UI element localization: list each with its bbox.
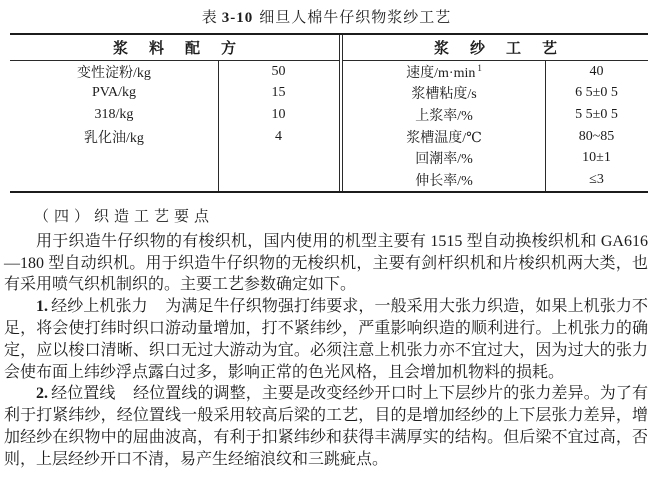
numbered-paragraph-2 <box>4 383 648 470</box>
table-row <box>343 61 648 83</box>
process-body <box>343 61 648 191</box>
numbered-paragraph-1 <box>4 296 648 383</box>
table-row <box>10 83 339 105</box>
process-label: 回潮率/% <box>415 152 473 168</box>
caption-label: 表 <box>201 10 218 26</box>
formula-value: 50 <box>271 63 286 79</box>
formula-header: 浆料配方 <box>10 35 339 61</box>
item-title: 经位置线 <box>51 385 116 403</box>
table-row <box>343 126 648 148</box>
formula-value: 10 <box>271 106 286 122</box>
process-label: 伸长率/% <box>415 173 473 189</box>
table-row <box>10 126 339 148</box>
formula-label: 318/kg <box>94 106 134 122</box>
formula-value: 15 <box>271 85 286 101</box>
process-value: 5 5±0 5 <box>575 106 618 122</box>
section-heading: （四）织造工艺要点 <box>34 209 215 225</box>
item-title: 经纱上机张力 <box>51 298 148 316</box>
formula-label: 变性淀粉/kg <box>77 65 151 81</box>
table-row <box>343 104 648 126</box>
intro-paragraph: 用于织造牛仔织物的有梭织机，国内使用的机型主要有 1515 型自动换梭织机和 GA616—180 型自动织机。用于织造牛仔织物的无梭织机，主要有剑杆织机和片梭织机两大类，也有采用喷气织机制织的。主要工艺参数确定如下。 <box>4 232 648 294</box>
process-label: 浆槽粘度/s <box>411 87 477 103</box>
table-half-formula <box>10 35 340 191</box>
table-caption <box>0 0 653 27</box>
table-row <box>343 169 648 191</box>
formula-body <box>10 61 339 191</box>
process-label: 速度/m·min $^1$ <box>406 63 482 81</box>
body-text <box>4 207 648 471</box>
unit-superscript: 1 <box>477 63 482 74</box>
process-value: 10±1 <box>582 150 611 166</box>
table-row <box>10 104 339 126</box>
item-text: 为满足牛仔织物强打纬要求，一般采用大张力织造，如果上机张力不足，将会使打纬时织口游动量增加，打不紧纬纱，严重影响织造的顺利进行。上机张力的确定，应以梭口清晰、织口无过大游动为宜。必须注意上机张力亦不宜过大，因为过大的张力会使布面上纬纱浮点露白过多，影响正常的色光风格，且会增加机物料的损耗。 <box>4 298 648 381</box>
process-value: 80~85 <box>578 128 615 144</box>
sizing-process-table <box>10 33 648 193</box>
formula-label: 乳化油/kg <box>84 130 144 146</box>
table-row <box>343 147 648 169</box>
table-half-process <box>342 35 648 191</box>
column-divider <box>545 61 546 191</box>
table-row <box>10 61 339 83</box>
item-number: 2. <box>36 385 48 403</box>
caption-title: 细旦人棉牛仔织物浆纱工艺 <box>259 10 452 26</box>
process-value: ≤3 <box>589 171 604 187</box>
process-label: 上浆率/% <box>415 108 473 124</box>
formula-label: PVA/kg <box>91 85 137 101</box>
process-value: 40 <box>589 63 604 79</box>
table-row <box>343 83 648 105</box>
caption-number: 3-10 <box>221 10 254 26</box>
item-text: 经位置线的调整，主要是改变经纱开口时上下层纱片的张力差异。为了有利于打紧纬纱，经位置线一般采用较高后梁的工艺，目的是增加经纱的上下层张力差异，增加经纱在织物中的屈曲波高，有利于扣紧纬纱和获得丰满厚实的结构。但后梁不宜过高，否则，上层经纱开口不清，易产生经缩浪纹和三跳疵点。 <box>4 385 648 468</box>
formula-value: 4 <box>275 128 282 144</box>
process-label: 浆槽温度/℃ <box>406 130 482 146</box>
item-number: 1. <box>36 298 48 316</box>
process-value: 6 5±0 5 <box>575 85 618 101</box>
column-divider <box>218 61 219 191</box>
process-header: 浆纱工艺 <box>343 35 648 61</box>
